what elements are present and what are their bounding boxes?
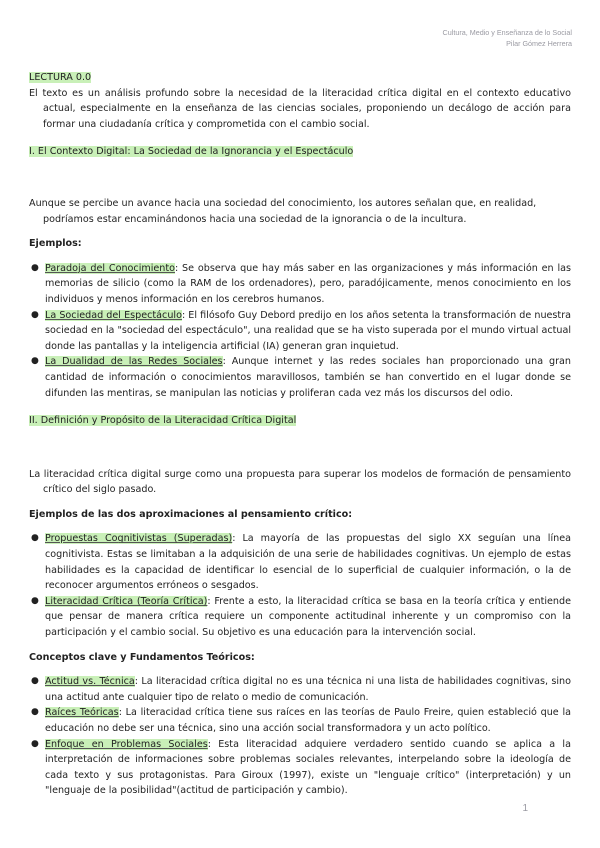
page-header <box>443 27 572 49</box>
section-2-paragraph: La literacidad crítica digital surge como una propuesta para superar los modelos de formación de pensamiento crítico del siglo pasado. <box>29 468 571 496</box>
list-item-term: La Sociedad del Espectáculo <box>45 309 182 321</box>
document-body <box>29 70 571 799</box>
list-item <box>29 594 571 641</box>
header-author: Pilar Gómez Herrera <box>506 39 572 48</box>
section-1-examples-heading: Ejemplos: <box>29 238 82 250</box>
list-item-text: : Frente a esto, la literacidad crítica se basa en la teoría crítica y entiende que pensar de manera crítica requiere un componente actitudinal inherente y un compromiso con la participación y el cambio social. Su objetivo es una educación para la intervención social. <box>45 595 571 639</box>
list-item <box>29 308 571 355</box>
list-item-term: Propuestas Cognitivistas (Superadas) <box>45 533 233 545</box>
section-1-paragraph: Aunque se percibe un avance hacia una sociedad del conocimiento, los autores señalan que, en realidad, podríamos estar encaminándonos hacia una sociedad de la ignorancia o de la incultura. <box>29 197 537 225</box>
list-item-text: : La literacidad crítica digital no es una técnica ni una lista de habilidades cognitivas, sino una actitud ante cualquier tipo de relato o medio de comunicación. <box>45 676 571 703</box>
list-item-text: : La mayoría de las propuestas del siglo XX seguían una línea cognitivista. Estas se limitaban a la adquisición de una serie de habilidades cognitivas. Un ejemplo de estas habilidades es la capacidad de identificar lo esencial de lo superficial de cualquier información, o la de reconocer argumentos erróneos o sesgados. <box>45 533 571 592</box>
concepts-list <box>29 674 571 799</box>
list-item-term: Enfoque en Problemas Sociales <box>45 738 208 750</box>
list-item-text: : Se observa que hay más saber en las organizaciones y más información en las memorias de silicio (como la RAM de los ordenadores), pero, paradójicamente, menos conocimiento en los individuos y menos información en los cerebros humanos. <box>45 262 571 305</box>
list-item <box>29 705 571 736</box>
list-item-text: : Esta literacidad adquiere verdadero sentido cuando se aplica a la interpretación de informaciones sobre problemas sociales relevantes, interpelando sobre la ideología de cada texto y sus protagonistas. Para Giroux (1997), existe un "lenguaje crítico" (interpretación) y un "lenguaje de la posibilidad"(actitud de participación y cambio). <box>45 738 571 797</box>
list-item-text: : La literacidad crítica tiene sus raíces en las teorías de Paulo Freire, quien estableció que la educación no debe ser una técnica, sino una acción social transformadora y un acto político. <box>45 707 571 734</box>
list-item-term: Raíces Teóricas <box>45 707 119 719</box>
list-item-text: : El filósofo Guy Debord predijo en los años setenta la transformación de nuestra sociedad en la "sociedad del espectáculo", una realidad que se ha visto superada por el mundo virtual actual donde las pantallas y la inteligencia artificial (IA) generan gran inquietud. <box>45 309 572 352</box>
page-number: 1 <box>522 803 528 814</box>
bullet-icon: ● <box>31 356 39 367</box>
section-2-examples-heading: Ejemplos de las dos aproximaciones al pensamiento crítico: <box>29 508 353 520</box>
section-2-title: II. Definición y Propósito de la Literacidad Crítica Digital <box>29 415 297 427</box>
list-item <box>29 261 571 308</box>
lectura-label: LECTURA 0.0 <box>29 72 92 83</box>
list-item-term: La Dualidad de las Redes Sociales <box>45 356 223 368</box>
bullet-icon: ● <box>31 262 39 273</box>
bullet-icon: ● <box>31 738 39 749</box>
bullet-icon: ● <box>31 533 39 544</box>
list-item <box>29 737 571 799</box>
list-item <box>29 674 571 705</box>
section-1-title: I. El Contexto Digital: La Sociedad de la Ignorancia y el Espectáculo <box>29 146 354 158</box>
section-2-examples-list <box>29 531 571 640</box>
list-item <box>29 531 571 593</box>
concepts-heading: Conceptos clave y Fundamentos Teóricos: <box>29 651 255 663</box>
bullet-icon: ● <box>31 595 39 606</box>
list-item-term: Literacidad Crítica (Teoría Crítica) <box>45 595 208 607</box>
bullet-icon: ● <box>31 309 39 320</box>
header-course-title: Cultura, Medio y Enseñanza de lo Social <box>442 28 572 37</box>
list-item-text: : Aunque internet y las redes sociales han proporcionado una gran cantidad de información o conocimientos maravillosos, también se han convertido en el lugar donde se difunden las mentiras, se manipulan las noticias y proliferan cada vez más los discursos del odio. <box>45 356 571 399</box>
intro-paragraph: El texto es un análisis profundo sobre la necesidad de la literacidad crítica digital en el contexto educativo actual, especialmente en la enseñanza de las ciencias sociales, proponiendo un decálogo de acción para formar una ciudadanía crítica y comprometida con el cambio social. <box>29 87 571 130</box>
bullet-icon: ● <box>31 676 39 687</box>
section-1-examples-list <box>29 261 571 401</box>
list-item-term: Actitud vs. Técnica <box>45 676 135 688</box>
list-item <box>29 354 571 401</box>
list-item-term: Paradoja del Conocimiento <box>45 262 175 274</box>
bullet-icon: ● <box>31 707 39 718</box>
